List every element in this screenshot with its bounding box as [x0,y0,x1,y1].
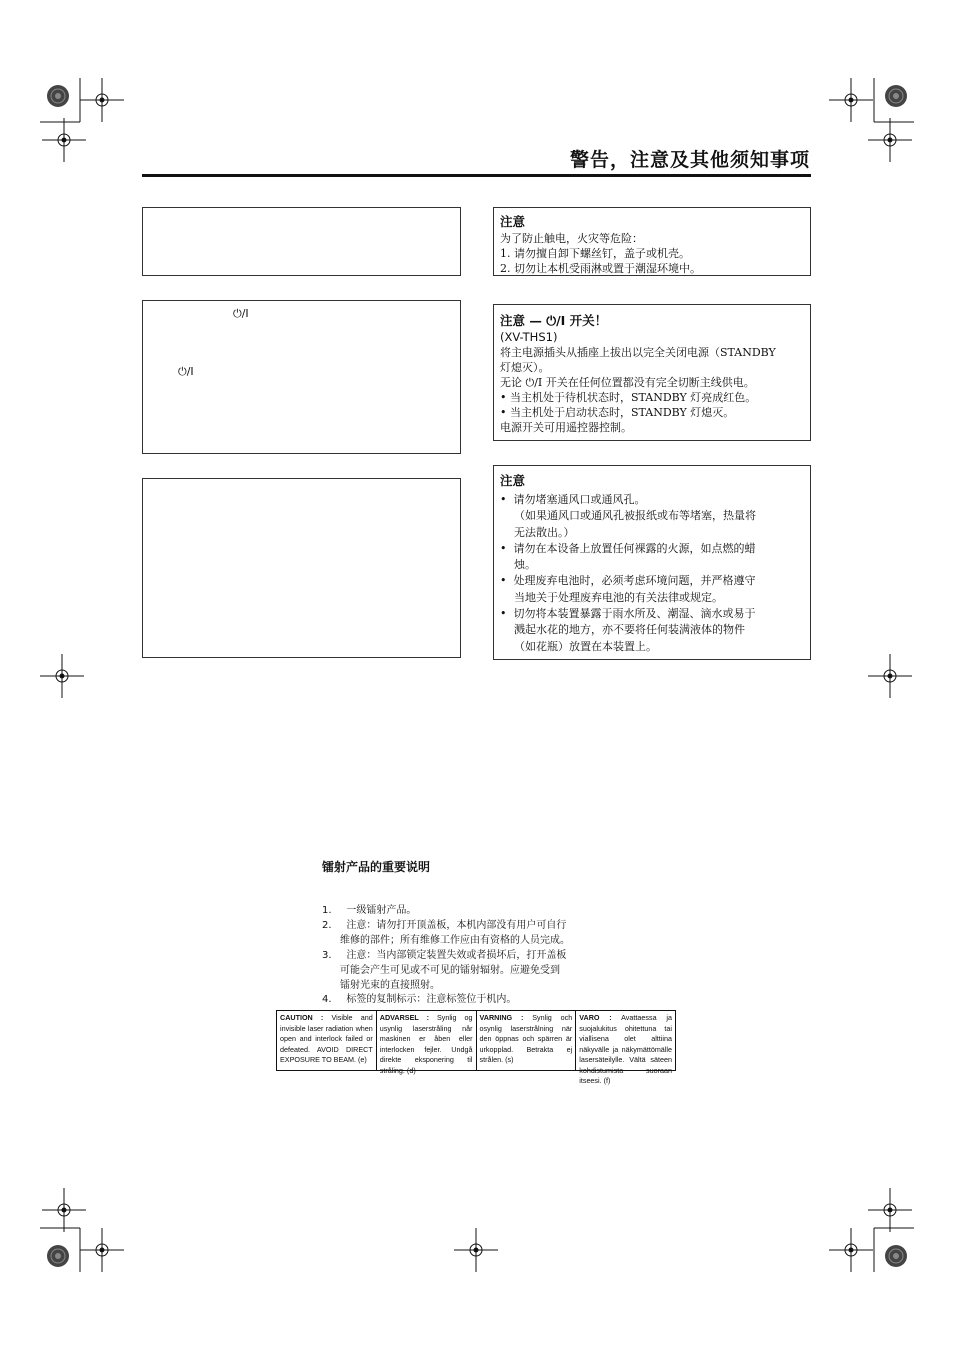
caution-line: • 切勿将本装置暴露于雨水所及、潮湿、滴水或易于 [500,607,756,621]
crosshair-mark-icon [42,1188,86,1232]
caution-line: （如花瓶）放置在本装置上。 [500,639,657,653]
crosshair-mark-icon [868,1188,912,1232]
left-box-3 [142,478,461,658]
caution-line: 当地关于处理废弃电池的有关法律或规定。 [500,590,723,604]
switch-line: • 当主机处于待机状态时，STANDBY 灯亮成红色。 [500,391,757,404]
caution-box-1 [493,207,811,276]
power-symbol: ⏻/I [233,307,249,320]
caution-line: 1. 请勿擅自卸下螺丝钉，盖子或机壳。 [500,247,690,260]
label-cell-swedish: VARNING : Synlig och osynlig laserstrålning när den öppnas och spärren är urkopplad. Betrakta ej strålen. (s) [477,1011,577,1070]
crosshair-mark-icon [42,118,86,162]
label-cell-danish: ADVARSEL : Synlig og usynlig laserstråling når maskinen er åben eller interlocken fejler. Undgå direkte eksponering til stråling. (d) [377,1011,477,1070]
dial-mark-icon [885,85,907,107]
caution-heading: 注意 [500,473,526,488]
caution-line: • 处理废弃电池时，必须考虑环境问题，并严格遵守 [500,574,756,588]
left-box-2 [142,300,461,454]
laser-warning-label [276,1010,676,1085]
crosshair-mark-icon [829,78,873,122]
laser-notes-title: 镭射产品的重要说明 [322,860,431,874]
crosshair-mark-icon [80,78,124,122]
laser-note: 1. 一级镭射产品。 [322,905,417,916]
dial-mark-icon [47,85,69,107]
caution-heading: 注意 [500,214,526,229]
power-symbol: ⏻/I [178,365,194,378]
caution-line: • 请勿在本设备上放置任何裸露的火源，如点燃的蜡 [500,541,756,555]
crosshair-mark-icon [829,1228,873,1272]
title-rule [142,174,811,177]
crosshair-mark-icon [868,654,912,698]
switch-line: 电源开关可用遥控器控制。 [500,421,632,434]
crosshair-mark-icon [80,1228,124,1272]
laser-note: 2. 注意：请勿打开顶盖板，本机内部没有用户可自行 维修的部件；所有维修工作应由有资格的人员完成。 [322,920,570,946]
switch-line: 无论 ⏻/I 开关在任何位置都没有完全切断主线供电。 [500,376,755,389]
switch-caution-box [493,304,811,441]
crosshair-mark-icon [868,118,912,162]
caution-box-3 [493,465,811,660]
caution-line: • 请勿堵塞通风口或通风孔。 [500,493,646,506]
caution-line: 为了防止触电，火灾等危险： [500,232,643,245]
left-box-1 [142,207,461,276]
caution-line: 溅起水花的地方，亦不要将任何装满液体的物件 [500,623,745,637]
switch-heading: 注意 — ⏻/I 开关！ [500,313,608,328]
dial-mark-icon [885,1245,907,1267]
label-cell-english: CAUTION : Visible and invisible laser radiation when open and interlock failed or defeated. AVOID DIRECT EXPOSURE TO BEAM. (e) [277,1011,377,1070]
label-cell-finnish: VARO : Avattaessa ja suojalukitus ohitettuna tai viallisena olet alttiina näkyvälle ja näkymättömälle lasersäteilylle. Vältä säteen kohdistumista suoraan itseesi. (f) [579,1013,672,1085]
page-title: 警告，注意及其他须知事项 [569,149,810,171]
crosshair-mark-icon [454,1228,498,1272]
switch-line: 灯熄灭）。 [500,361,550,374]
model-number: (XV-THS1) [500,330,558,344]
caution-line: （如果通风口或通风孔被报纸或布等堵塞，热量将 [500,509,756,523]
caution-line: 无法散出。） [500,525,575,539]
caution-line: 2. 切勿让本机受雨淋或置于潮湿环境中。 [500,262,701,275]
laser-note: 4. 标签的复制标示：注意标签位于机内。 [322,994,517,1005]
switch-line: 将主电源插头从插座上拔出以完全关闭电源（STANDBY [500,346,776,359]
laser-note: 3. 注意：当内部锁定装置失效或者损坏后，打开盖板 可能会产生可见或不可见的镭射辐射。应避免受到 镭射光束的直接照射。 [322,950,567,991]
crosshair-mark-icon [40,654,84,698]
switch-line: • 当主机处于启动状态时，STANDBY 灯熄灭。 [500,406,735,419]
dial-mark-icon [47,1245,69,1267]
caution-line: 烛。 [500,558,536,572]
